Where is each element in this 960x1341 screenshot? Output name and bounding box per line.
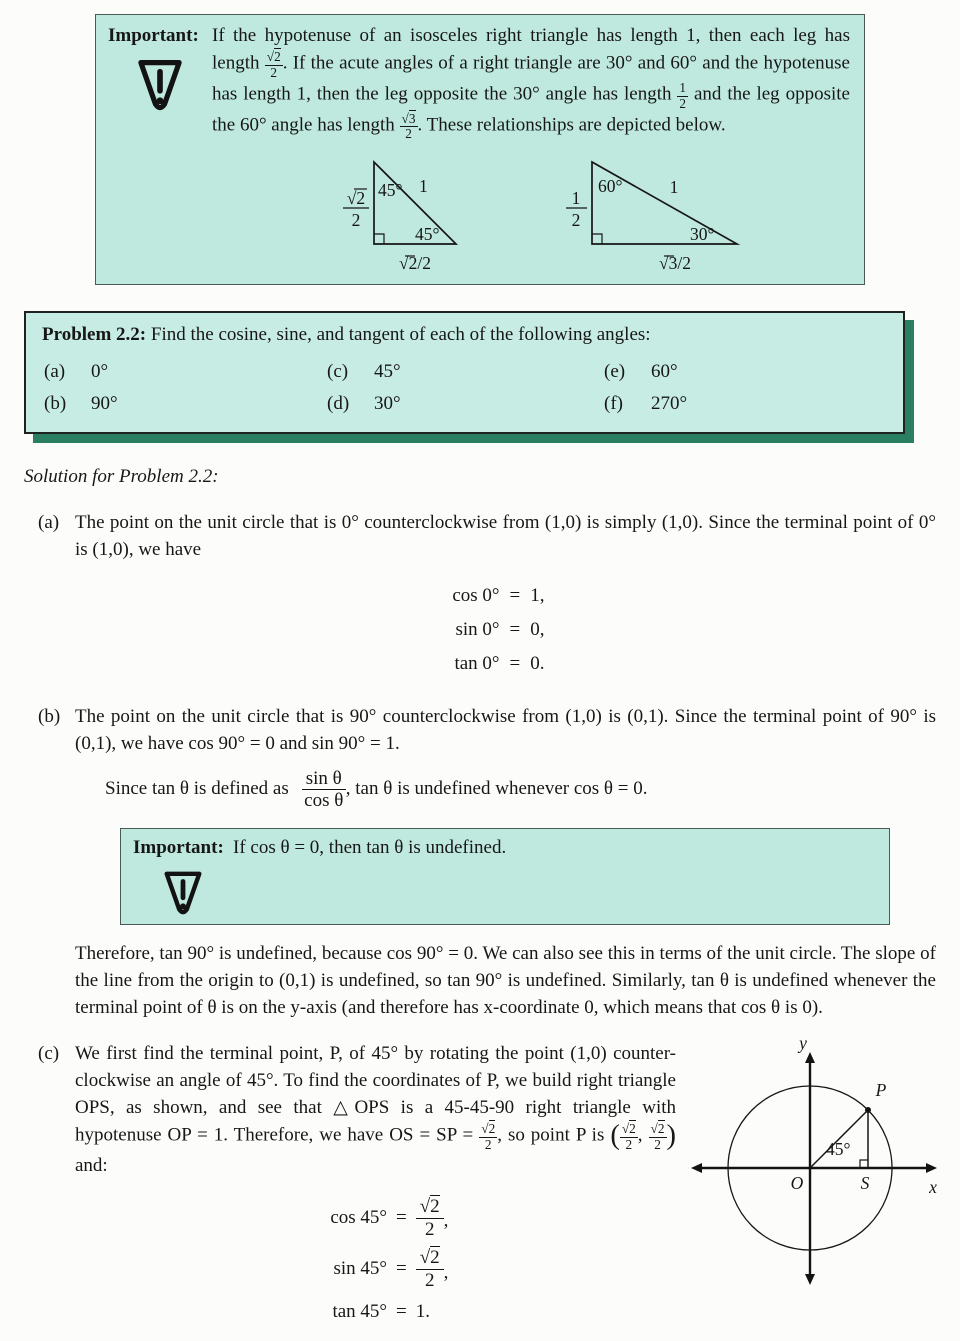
text-segment: , so point P is bbox=[497, 1124, 611, 1146]
equation-row: tan 45° = 1. bbox=[332, 1301, 430, 1323]
inline-fraction-sqrt2-over-2: $\frac{√2}{2}$ bbox=[266, 48, 281, 80]
sqrt2-over-2-fraction: $\frac{√2}{2}$ bbox=[416, 1196, 444, 1241]
angle-45-label: 45° bbox=[826, 1139, 851, 1160]
problem-item-d: (d) 30° bbox=[327, 393, 401, 415]
angle-label: 30° bbox=[689, 224, 714, 245]
sqrt2-over-2-fraction: $\frac{√2}{2}$ bbox=[416, 1247, 444, 1292]
warning-icon bbox=[133, 54, 187, 114]
text-segment: . These relationships are depicted below. bbox=[417, 114, 726, 136]
important-box-undefined bbox=[120, 828, 890, 925]
part-label: (a) bbox=[38, 512, 60, 534]
problem-item-b: (b) 90° bbox=[44, 393, 118, 415]
triangle-figures-row bbox=[212, 156, 850, 274]
equation-block-a bbox=[416, 579, 545, 680]
angle-label: 45° bbox=[377, 180, 402, 201]
left-leg-denominator: 2 bbox=[571, 210, 580, 231]
problem-title-line bbox=[42, 322, 887, 349]
x-axis-label: x bbox=[929, 1177, 937, 1198]
part-b-text bbox=[75, 704, 936, 1023]
left-leg-numerator: √2 bbox=[346, 188, 365, 209]
point-s-label: S bbox=[860, 1173, 870, 1194]
equation-row: tan 0° = 0. bbox=[454, 652, 545, 674]
important-body bbox=[212, 23, 850, 274]
therefore-paragraph: Therefore, tan 90° is undefined, because cos 90° = 0. We can also see this in terms of the unit circle. The slope of the line from the origin to (0,1) is undefined, so tan 90° is undefined. Similarly, tan θ is undefined whenever the terminal point of θ is on the y-axis (and therefore has x-coordinate 0, which means that cos θ is 0). bbox=[75, 943, 936, 1019]
solution-part-b bbox=[24, 704, 936, 1023]
important-label: Important: bbox=[133, 837, 224, 859]
origin-label: O bbox=[790, 1173, 804, 1194]
text-segment: If the hypotenuse of an isosceles right triangle has length 1, then each leg has length bbox=[212, 25, 850, 74]
since-tan-line: Since tan θ is defined as $\frac{\text{sin θ}}{\text{cos θ}}$ , tan θ is undefined whenever cos θ = 0. bbox=[105, 767, 648, 812]
inline-fraction-sqrt3-over-2: $\frac{√3}{2}$ bbox=[401, 110, 416, 142]
important-label-column bbox=[133, 835, 233, 918]
text-segment: and the leg opposite the 60° angle has length bbox=[212, 83, 850, 136]
important-label-column bbox=[108, 23, 212, 274]
triangle-45-45-90-figure bbox=[316, 156, 466, 274]
sin-over-cos-fraction: $\frac{\text{sin θ}}{\text{cos θ}}$ bbox=[302, 768, 346, 813]
open-paren: ( bbox=[610, 1120, 620, 1152]
triangle-30-60-90-figure bbox=[562, 156, 747, 274]
y-axis-label: y bbox=[799, 1035, 807, 1054]
important-body bbox=[233, 835, 875, 918]
hypotenuse-label: 1 bbox=[669, 177, 678, 198]
warning-icon bbox=[160, 866, 206, 918]
problem-item-e: (e) 60° bbox=[604, 361, 678, 383]
important-label: Important: bbox=[108, 25, 199, 46]
text-segment: and: bbox=[75, 1154, 108, 1176]
part-b-paragraph: The point on the unit circle that is 90° counterclockwise from (1,0) is (0,1). Since the terminal point of 90° is (0,1), we have cos 90° = 0 and sin 90° = 1. bbox=[75, 705, 936, 754]
text-segment: . If the acute angles of a right triangle are 30° and 60° and the hypotenuse has length 1, then the leg opposite the 30° angle has length bbox=[212, 52, 850, 105]
text-segment: We first find the terminal point, P, of 45° by rotating the point (1,0) counter-clockwise an angle of 45°. To find the coordinates of P, we build right triangle OPS, as shown, and see that △OPS is a 45-45-90 right triangle with hypotenuse OP = 1. Therefore, we have OS = SP = bbox=[75, 1043, 676, 1146]
left-leg-numerator: 1 bbox=[571, 188, 580, 209]
important-paragraph bbox=[212, 23, 850, 142]
solution-heading: Solution for Problem 2.2: bbox=[24, 466, 219, 488]
problem-items-grid bbox=[44, 359, 887, 418]
comma: , bbox=[637, 1124, 649, 1146]
problem-prompt: Find the cosine, sine, and tangent of each of the following angles: bbox=[150, 324, 651, 346]
inline-fraction-sqrt2-over-2: $\frac{√2}{2}$ bbox=[481, 1120, 496, 1152]
bottom-leg-label: √3/2 bbox=[658, 253, 691, 274]
hypotenuse-label: 1 bbox=[418, 176, 428, 197]
problem-box bbox=[24, 311, 905, 434]
problem-item-f: (f) 270° bbox=[604, 393, 688, 415]
important-text: If cos θ = 0, then tan θ is undefined. bbox=[233, 837, 507, 859]
inline-fraction-sqrt2-over-2: $\frac{√2}{2}$ bbox=[650, 1120, 665, 1152]
important-box-triangles bbox=[95, 14, 865, 285]
problem-item-a: (a) 0° bbox=[44, 361, 109, 383]
part-label: (b) bbox=[38, 705, 61, 727]
part-a-text: The point on the unit circle that is 0° counterclockwise from (1,0) is simply (1,0). Since the terminal point of 0° is (1,0), we have bbox=[75, 512, 936, 561]
point-p-label: P bbox=[875, 1080, 887, 1101]
inline-fraction-1-over-2: $\frac{1}{2}$ bbox=[679, 79, 687, 111]
equation-block-c bbox=[307, 1196, 448, 1326]
angle-label: 60° bbox=[597, 176, 622, 197]
part-label: (c) bbox=[38, 1043, 60, 1065]
angle-label: 45° bbox=[414, 224, 439, 245]
unit-circle-figure bbox=[690, 1035, 942, 1301]
problem-item-c: (c) 45° bbox=[327, 361, 401, 383]
solution-part-c bbox=[24, 1035, 937, 1333]
left-leg-denominator: 2 bbox=[351, 210, 360, 231]
bottom-leg-label: √2/2 bbox=[398, 253, 431, 274]
equation-row: sin 0° = 0, bbox=[455, 618, 545, 640]
solution-part-a bbox=[24, 510, 936, 564]
inline-fraction-sqrt2-over-2: $\frac{√2}{2}$ bbox=[621, 1120, 636, 1152]
equation-row: cos 0° = 1, bbox=[452, 585, 545, 607]
equation-row: sin 45° = $\frac{√2}{2}$ , bbox=[333, 1247, 449, 1292]
equation-row: cos 45° = $\frac{√2}{2}$ , bbox=[330, 1195, 449, 1240]
problem-number: Problem 2.2: bbox=[42, 324, 147, 346]
part-c-text bbox=[75, 1035, 937, 1333]
close-paren: ) bbox=[666, 1120, 676, 1152]
